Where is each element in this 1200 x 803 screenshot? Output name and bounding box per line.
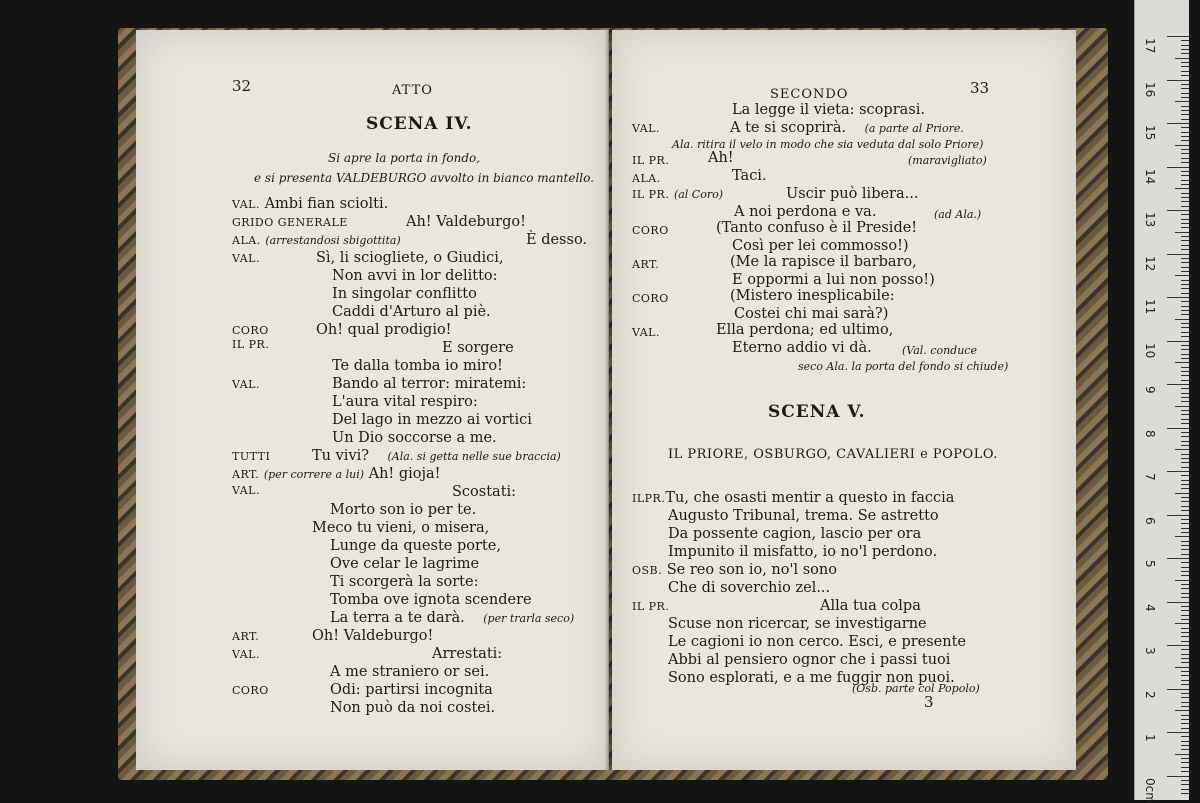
ruler-tick <box>1181 571 1189 572</box>
verse: Ambi fian sciolti. <box>265 196 389 212</box>
speaker: CORO <box>632 224 669 237</box>
verse: Sono esplorati, e a me fuggir non puoi. <box>668 670 955 687</box>
ruler-tick <box>1181 201 1189 202</box>
ruler-tick <box>1181 171 1189 172</box>
verse: A me straniero or sei. <box>330 664 489 681</box>
ruler-tick <box>1181 180 1189 181</box>
ruler-tick <box>1181 158 1189 159</box>
speaker: ART. <box>232 468 259 481</box>
ruler-tick <box>1181 136 1189 137</box>
ruler-tick <box>1181 288 1189 289</box>
ruler-tick <box>1181 71 1189 72</box>
ruler-tick <box>1181 345 1189 346</box>
ruler-tick <box>1181 588 1189 589</box>
speaker: VAL. <box>232 198 260 211</box>
verse: Abbi al pensiero ognor che i passi tuoi <box>668 652 950 669</box>
ruler-tick <box>1181 736 1189 737</box>
ruler-tick <box>1181 741 1189 742</box>
ruler-tick <box>1181 488 1189 489</box>
speaker: GRIDO GENERALE <box>232 216 348 229</box>
stage-note: Ala. ritira il velo in modo che sia veduta dal solo Priore) <box>672 136 983 153</box>
verse: Costei chi mai sarà?) <box>734 306 888 323</box>
verse: Odi: partirsi incognita <box>330 682 493 699</box>
ruler-tick <box>1181 119 1189 120</box>
verse: Se reo son io, no'l sono <box>667 562 837 578</box>
ruler-tick <box>1181 767 1189 768</box>
ruler-label: 15 <box>1143 125 1157 140</box>
ruler-tick <box>1181 458 1189 459</box>
ruler-tick <box>1181 314 1189 315</box>
ruler-tick <box>1181 62 1189 63</box>
verse: Uscir può libera... <box>786 186 918 203</box>
ruler-tick <box>1181 497 1189 498</box>
ruler-tick <box>1181 306 1189 307</box>
ruler-tick <box>1181 127 1189 128</box>
ruler-tick <box>1181 45 1189 46</box>
ruler-tick <box>1181 393 1189 394</box>
page-number-right: 33 <box>970 80 989 97</box>
ruler-label: 12 <box>1143 256 1157 271</box>
character-list: IL PRIORE, OSBURGO, CAVALIERI e POPOLO. <box>668 446 998 463</box>
ruler-tick <box>1181 523 1189 524</box>
verse: La legge il vieta: scoprasi. <box>732 102 925 119</box>
stage-note: (Ala. si getta nelle sue braccia) <box>388 450 561 463</box>
ruler-tick <box>1167 428 1189 429</box>
speaker: VAL. <box>232 484 260 497</box>
ruler-tick <box>1181 454 1189 455</box>
ruler-tick <box>1175 493 1189 494</box>
ruler-tick <box>1181 658 1189 659</box>
ruler-tick <box>1181 484 1189 485</box>
ruler-tick <box>1167 689 1189 690</box>
ruler-tick <box>1175 667 1189 668</box>
ruler-tick <box>1181 388 1189 389</box>
ruler-tick <box>1175 362 1189 363</box>
ruler-tick <box>1175 232 1189 233</box>
ruler-tick <box>1181 336 1189 337</box>
verse: Non può da noi costei. <box>330 700 495 717</box>
stage-note: (per correre a lui) <box>264 468 364 481</box>
ruler-tick <box>1181 593 1189 594</box>
verse: Te dalla tomba io miro! <box>332 358 503 375</box>
ruler-tick <box>1181 97 1189 98</box>
speaker: VAL. <box>632 122 660 135</box>
ruler-tick <box>1175 145 1189 146</box>
running-head-left: ATTO <box>392 82 433 99</box>
ruler-tick <box>1181 293 1189 294</box>
ruler-tick <box>1181 610 1189 611</box>
ruler-tick <box>1167 602 1189 603</box>
ruler-tick <box>1181 758 1189 759</box>
ruler-tick <box>1167 384 1189 385</box>
ruler-tick <box>1181 619 1189 620</box>
verse: E sorgere <box>442 340 514 357</box>
ruler-tick <box>1181 771 1189 772</box>
ruler-tick <box>1167 471 1189 472</box>
ruler-tick <box>1181 223 1189 224</box>
verse: Ove celar le lagrime <box>330 556 479 573</box>
verse: Taci. <box>732 168 767 185</box>
ruler-tick <box>1181 149 1189 150</box>
speaker: IL PR. <box>232 338 269 351</box>
speaker: VAL. <box>632 326 660 339</box>
speaker: TUTTI <box>232 450 270 463</box>
speaker: VAL. <box>232 252 260 265</box>
speaker: VAL. <box>232 378 260 391</box>
ruler-tick <box>1181 723 1189 724</box>
speaker: VAL. <box>232 648 260 661</box>
ruler-tick <box>1181 193 1189 194</box>
ruler-tick <box>1175 188 1189 189</box>
ruler-tick <box>1181 401 1189 402</box>
ruler-tick <box>1181 441 1189 442</box>
verse: In singolar conflitto <box>332 286 477 303</box>
ruler-tick <box>1167 558 1189 559</box>
ruler-label: 9 <box>1143 386 1157 394</box>
ruler-tick <box>1181 715 1189 716</box>
ruler-tick <box>1181 162 1189 163</box>
ruler-label: 7 <box>1143 473 1157 481</box>
ruler-tick <box>1181 53 1189 54</box>
verse: È desso. <box>526 232 587 249</box>
ruler-tick <box>1181 88 1189 89</box>
ruler-tick <box>1181 762 1189 763</box>
ruler-tick <box>1181 680 1189 681</box>
verse: Alla tua colpa <box>820 598 921 615</box>
ruler-label: 14 <box>1143 169 1157 184</box>
verse: Ah! gioja! <box>369 466 441 482</box>
stage-note: (ad Ala.) <box>934 206 981 223</box>
ruler-tick <box>1181 684 1189 685</box>
ruler-tick <box>1181 567 1189 568</box>
ruler-tick <box>1181 654 1189 655</box>
ruler-tick <box>1181 262 1189 263</box>
ruler-tick <box>1181 354 1189 355</box>
stage-direction: e si presenta VALDEBURGO avvolto in bianco mantello. <box>254 170 594 187</box>
verse: Del lago in mezzo ai vortici <box>332 412 532 429</box>
ruler-tick <box>1181 66 1189 67</box>
ruler-tick <box>1181 310 1189 311</box>
ruler-tick <box>1181 745 1189 746</box>
ruler-label: 3 <box>1143 647 1157 655</box>
ruler-tick <box>1167 167 1189 168</box>
verse: Meco tu vieni, o misera, <box>312 520 489 537</box>
ruler-tick <box>1181 140 1189 141</box>
verse: Augusto Tribunal, trema. Se astretto <box>668 508 939 525</box>
ruler-tick <box>1181 332 1189 333</box>
ruler-tick <box>1181 749 1189 750</box>
ruler-tick <box>1181 40 1189 41</box>
scene-title-v: SCENA V. <box>768 404 866 421</box>
speaker: ALA. <box>232 234 261 247</box>
ruler-tick <box>1181 728 1189 729</box>
speaker: ILPR. <box>632 492 665 505</box>
ruler-tick <box>1181 184 1189 185</box>
speaker: ART. <box>232 630 259 643</box>
speaker: IL PR. <box>632 188 669 201</box>
ruler-label: 17 <box>1143 38 1157 53</box>
ruler-tick <box>1181 197 1189 198</box>
ruler-tick <box>1181 649 1189 650</box>
ruler-tick <box>1181 793 1189 794</box>
stage-note: (arrestandosi sbigottita) <box>265 234 400 247</box>
running-head-right: SECONDO <box>770 86 848 103</box>
ruler-tick <box>1175 580 1189 581</box>
verse: (Mistero inesplicabile: <box>730 288 895 305</box>
verse: Ti scorgerà la sorte: <box>330 574 478 591</box>
ruler-tick <box>1175 406 1189 407</box>
speaker: CORO <box>632 292 669 305</box>
ruler-label: 6 <box>1143 517 1157 525</box>
ruler-tick <box>1181 606 1189 607</box>
verse: Impunito il misfatto, io no'l perdono. <box>668 544 937 561</box>
verse: Così per lei commosso!) <box>732 238 909 255</box>
ruler-tick <box>1181 49 1189 50</box>
ruler-tick <box>1175 536 1189 537</box>
verse: E oppormi a lui non posso!) <box>732 272 935 289</box>
ruler-tick <box>1181 75 1189 76</box>
ruler-tick <box>1167 36 1189 37</box>
ruler-tick <box>1175 319 1189 320</box>
ruler-tick <box>1181 227 1189 228</box>
ruler-tick <box>1167 80 1189 81</box>
right-page <box>612 30 1076 770</box>
speaker: ART. <box>632 258 659 271</box>
ruler-tick <box>1181 175 1189 176</box>
ruler-tick <box>1167 254 1189 255</box>
ruler-tick <box>1181 501 1189 502</box>
ruler-tick <box>1181 367 1189 368</box>
ruler-tick <box>1181 206 1189 207</box>
ruler-label: 13 <box>1143 212 1157 227</box>
ruler-tick <box>1181 519 1189 520</box>
ruler-tick <box>1181 475 1189 476</box>
ruler-tick <box>1181 419 1189 420</box>
ruler-tick <box>1181 636 1189 637</box>
ruler-tick <box>1181 445 1189 446</box>
verse: (Me la rapisce il barbaro, <box>730 254 917 271</box>
ruler-tick <box>1175 754 1189 755</box>
ruler-tick <box>1181 153 1189 154</box>
ruler-tick <box>1181 375 1189 376</box>
speaker: IL PR. <box>632 154 669 167</box>
ruler-tick <box>1181 549 1189 550</box>
ruler-tick <box>1181 719 1189 720</box>
ruler-tick <box>1181 462 1189 463</box>
ruler-tick <box>1181 584 1189 585</box>
ruler-tick <box>1181 249 1189 250</box>
ruler-tick <box>1181 349 1189 350</box>
ruler-tick <box>1181 784 1189 785</box>
verse: Bando al terror: miratemi: <box>332 376 526 393</box>
ruler-tick <box>1181 702 1189 703</box>
ruler-label: 4 <box>1143 604 1157 612</box>
ruler-tick <box>1181 240 1189 241</box>
ruler-tick <box>1181 301 1189 302</box>
stage-note: (per trarla seco) <box>483 612 574 625</box>
verse: La terra a te darà. <box>330 610 465 626</box>
ruler-label: 0cm <box>1143 778 1157 803</box>
ruler-tick <box>1181 632 1189 633</box>
verse: Tomba ove ignota scendere <box>330 592 532 609</box>
ruler-tick <box>1167 776 1189 777</box>
verse: Da possente cagion, lascio per ora <box>668 526 921 543</box>
stage-note: (Val. conduce <box>902 342 977 359</box>
ruler-tick <box>1181 284 1189 285</box>
ruler-tick <box>1181 93 1189 94</box>
ruler-tick <box>1181 258 1189 259</box>
verse: Sì, li sciogliete, o Giudici, <box>316 250 504 267</box>
ruler-tick <box>1181 84 1189 85</box>
page-number-left: 32 <box>232 78 251 95</box>
ruler-tick <box>1181 380 1189 381</box>
ruler-tick <box>1181 506 1189 507</box>
ruler-label: 10 <box>1143 343 1157 358</box>
verse: Morto son io per te. <box>330 502 476 519</box>
ruler-tick <box>1181 132 1189 133</box>
ruler-tick <box>1167 123 1189 124</box>
speaker: CORO <box>232 684 269 697</box>
ruler-label: 8 <box>1143 430 1157 438</box>
ruler-tick <box>1181 280 1189 281</box>
ruler-tick <box>1181 532 1189 533</box>
verse: Le cagioni io non cerco. Esci, e presente <box>668 634 966 651</box>
ruler-tick <box>1175 101 1189 102</box>
ruler-tick <box>1181 358 1189 359</box>
verse: A noi perdona e va. <box>734 204 876 221</box>
ruler-tick <box>1181 114 1189 115</box>
ruler-label: 2 <box>1143 691 1157 699</box>
ruler-tick <box>1181 780 1189 781</box>
verse: Lunge da queste porte, <box>330 538 501 555</box>
measuring-ruler <box>1134 0 1189 800</box>
ruler-tick <box>1181 245 1189 246</box>
stage-note: (maravigliato) <box>908 152 987 169</box>
verse: Ella perdona; ed ultimo, <box>716 322 893 339</box>
ruler-tick <box>1175 275 1189 276</box>
verse: Caddi d'Arturo al piè. <box>332 304 491 321</box>
ruler-tick <box>1181 323 1189 324</box>
ruler-tick <box>1181 510 1189 511</box>
verse: Non avvi in lor delitto: <box>332 268 498 285</box>
stage-note: (al Coro) <box>674 188 723 201</box>
ruler-tick <box>1175 623 1189 624</box>
ruler-tick <box>1181 662 1189 663</box>
ruler-label: 1 <box>1143 734 1157 742</box>
verse: Ah! <box>708 150 734 167</box>
speaker: IL PR. <box>632 600 669 613</box>
ruler-tick <box>1181 641 1189 642</box>
ruler-tick <box>1181 575 1189 576</box>
verse: Tu vivi? <box>312 448 369 464</box>
ruler-tick <box>1181 693 1189 694</box>
ruler-tick <box>1181 271 1189 272</box>
ruler-tick <box>1181 110 1189 111</box>
ruler-label: 16 <box>1143 82 1157 97</box>
ruler-tick <box>1181 410 1189 411</box>
ruler-tick <box>1181 528 1189 529</box>
verse: Oh! qual prodigio! <box>316 322 452 339</box>
ruler-tick <box>1181 467 1189 468</box>
verse: Che di soverchio zel... <box>668 580 830 597</box>
ruler-tick <box>1181 615 1189 616</box>
stage-note: (Osb. parte col Popolo) <box>852 680 980 697</box>
ruler-tick <box>1181 214 1189 215</box>
ruler-tick <box>1181 397 1189 398</box>
ruler-tick <box>1181 697 1189 698</box>
ruler-label: 5 <box>1143 560 1157 568</box>
left-page <box>136 30 609 770</box>
ruler-tick <box>1181 106 1189 107</box>
ruler-tick <box>1167 515 1189 516</box>
ruler-tick <box>1181 371 1189 372</box>
ruler-tick <box>1175 710 1189 711</box>
ruler-tick <box>1167 645 1189 646</box>
ruler-label: 11 <box>1143 299 1157 314</box>
ruler-tick <box>1181 562 1189 563</box>
signature-mark: 3 <box>924 694 934 711</box>
speaker: ALA. <box>632 172 661 185</box>
verse: Eterno addio vi dà. <box>732 340 872 357</box>
scene-title-iv: SCENA IV. <box>366 116 473 133</box>
verse: Oh! Valdeburgo! <box>312 628 433 645</box>
ruler-tick <box>1181 423 1189 424</box>
speaker: CORO <box>232 324 269 337</box>
ruler-tick <box>1181 436 1189 437</box>
ruler-tick <box>1167 341 1189 342</box>
verse: Arrestati: <box>432 646 502 663</box>
ruler-tick <box>1167 732 1189 733</box>
ruler-tick <box>1167 210 1189 211</box>
ruler-tick <box>1181 789 1189 790</box>
ruler-tick <box>1181 267 1189 268</box>
ruler-tick <box>1181 597 1189 598</box>
verse: L'aura vital respiro: <box>332 394 478 411</box>
ruler-tick <box>1181 671 1189 672</box>
ruler-tick <box>1181 480 1189 481</box>
ruler-tick <box>1175 449 1189 450</box>
ruler-tick <box>1181 432 1189 433</box>
ruler-tick <box>1181 236 1189 237</box>
stage-direction: Si apre la porta in fondo, <box>328 150 480 167</box>
ruler-tick <box>1175 58 1189 59</box>
ruler-tick <box>1181 554 1189 555</box>
verse: A te si scoprirà. <box>730 120 846 136</box>
ruler-tick <box>1181 219 1189 220</box>
verse: Scostati: <box>452 484 516 501</box>
ruler-tick <box>1181 414 1189 415</box>
verse: (Tanto confuso è il Preside! <box>716 220 917 237</box>
ruler-tick <box>1181 545 1189 546</box>
stage-note: (a parte al Priore. <box>865 122 964 135</box>
speaker: OSB. <box>632 564 662 577</box>
stage-note: seco Ala. la porta del fondo si chiude) <box>798 358 1008 375</box>
ruler-tick <box>1181 628 1189 629</box>
verse: Un Dio soccorse a me. <box>332 430 497 447</box>
ruler-tick <box>1181 706 1189 707</box>
ruler-tick <box>1167 297 1189 298</box>
ruler-tick <box>1181 541 1189 542</box>
verse: Tu, che osasti mentir a questo in faccia <box>665 490 954 506</box>
ruler-tick <box>1181 327 1189 328</box>
ruler-tick <box>1181 675 1189 676</box>
verse: Scuse non ricercar, se investigarne <box>668 616 927 633</box>
verse: Ah! Valdeburgo! <box>406 214 526 231</box>
